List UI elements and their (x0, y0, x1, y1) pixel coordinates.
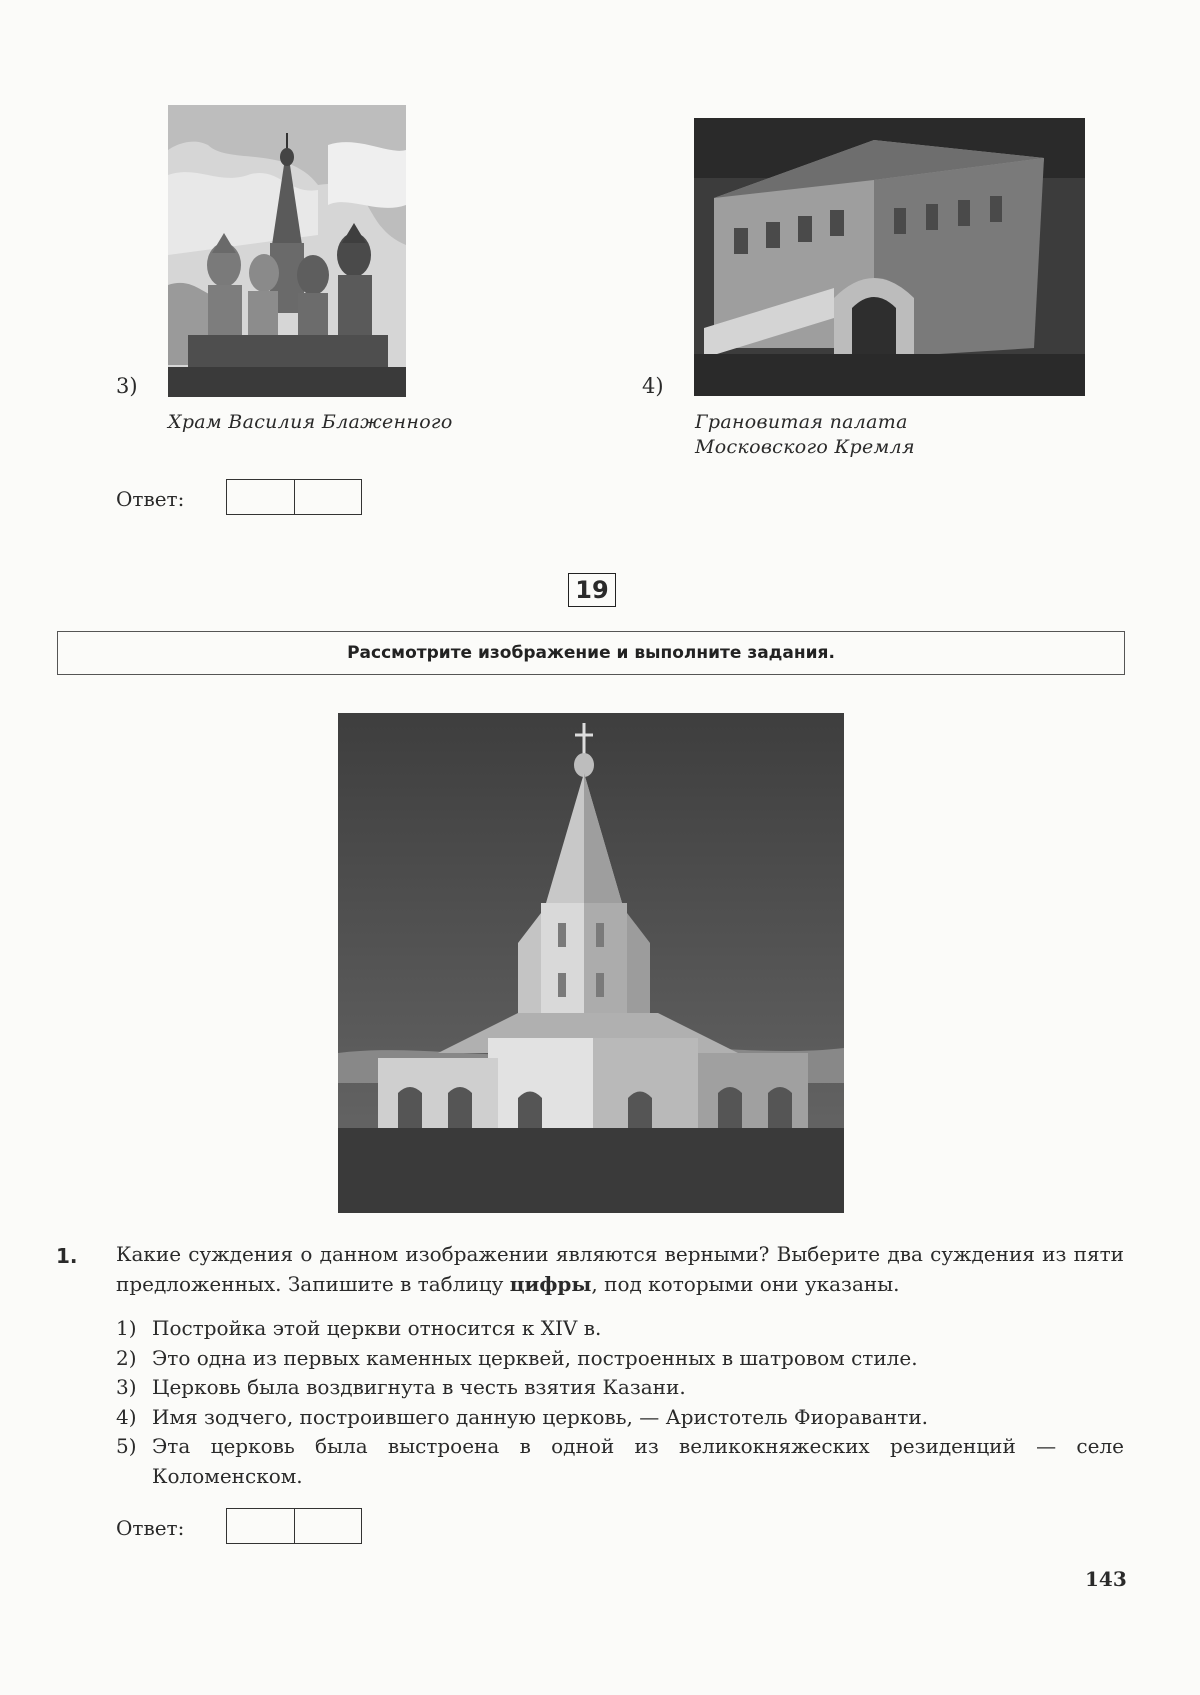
option-number: 5) (116, 1434, 137, 1458)
question-text (116, 1239, 1124, 1299)
option-4-caption-line2: Московского Кремля (695, 436, 915, 458)
option-3-number: 3) (116, 374, 138, 398)
option-item (116, 1314, 1124, 1344)
option-number: 2) (116, 1345, 137, 1370)
task-number: 19 (568, 573, 616, 607)
option-text: Постройка этой церкви относится к XIV в. (152, 1316, 602, 1340)
option-item (116, 1373, 1124, 1403)
st-basils-cathedral-photo (168, 105, 406, 397)
question-text-part1: Какие суждения о данном изображении являются верными? Выберите два суждения из пяти предложенных. Запишите в таблицу (116, 1242, 1124, 1296)
option-4-number: 4) (642, 374, 664, 398)
option-item (116, 1432, 1124, 1491)
option-4-caption-line1: Грановитая палата (695, 411, 908, 433)
answer-label-prev: Ответ: (116, 487, 185, 511)
question-number: 1. (56, 1244, 78, 1268)
answer-cell-1[interactable] (227, 480, 294, 514)
question-text-bold: цифры (509, 1272, 592, 1296)
page-number: 143 (1085, 1567, 1127, 1591)
option-text: Церковь была воздвигнута в честь взятия Казани. (152, 1375, 686, 1399)
option-3-caption: Храм Василия Блаженного (168, 411, 453, 433)
option-number: 3) (116, 1375, 137, 1399)
option-number: 4) (116, 1404, 137, 1429)
options-list (116, 1314, 1124, 1491)
answer-box-prev[interactable] (226, 479, 362, 515)
answer-box[interactable] (226, 1508, 362, 1544)
question-text-part2: , под которыми они указаны. (591, 1272, 900, 1296)
option-text: Имя зодчего, построившего данную церковь, — Аристотель Фиораванти. (152, 1404, 929, 1429)
option-text: Эта церковь была выстроена в одной из великокняжеских резиденций — селе Коломенском. (152, 1434, 1124, 1488)
option-item (116, 1344, 1124, 1374)
answer-label: Ответ: (116, 1516, 185, 1540)
option-item (116, 1403, 1124, 1433)
answer-cell-1[interactable] (227, 1509, 294, 1543)
answer-cell-2[interactable] (294, 1509, 362, 1543)
answer-cell-2[interactable] (294, 480, 362, 514)
church-of-ascension-photo (338, 713, 844, 1213)
option-text: Это одна из первых каменных церквей, построенных в шатровом стиле. (152, 1345, 918, 1370)
option-number: 1) (116, 1316, 137, 1340)
task-instruction: Рассмотрите изображение и выполните задания. (57, 631, 1125, 675)
palace-of-facets-photo (694, 118, 1085, 396)
